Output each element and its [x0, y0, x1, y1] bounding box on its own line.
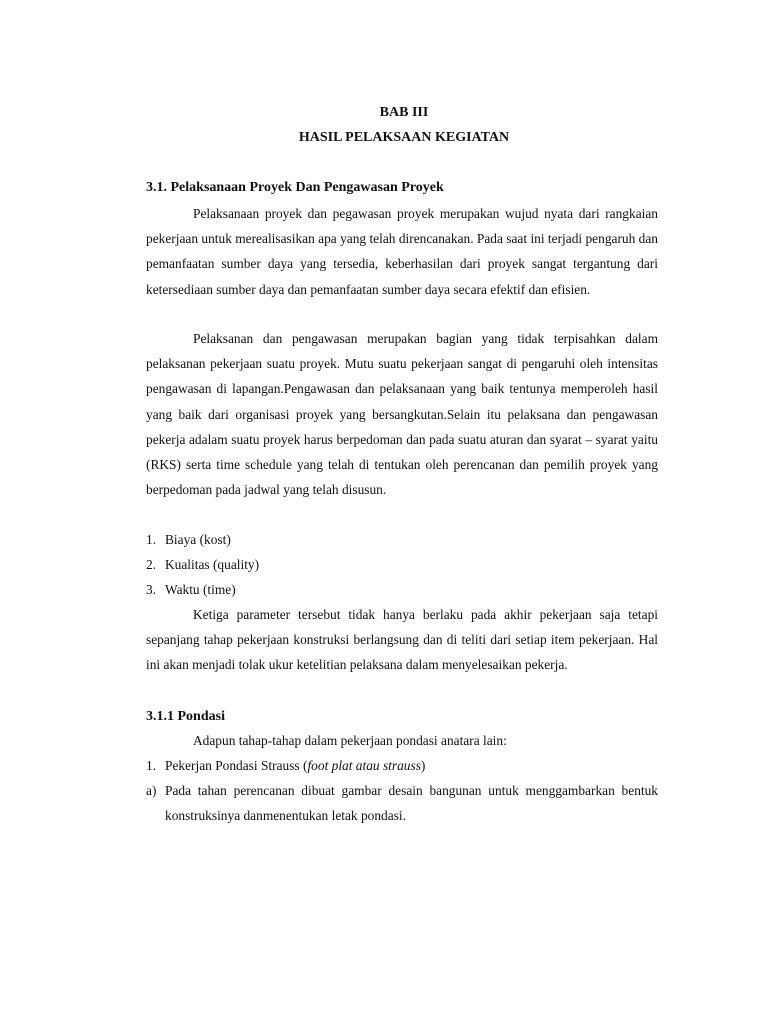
list-text: Kualitas (quality)	[165, 557, 260, 572]
paragraph-2: Pelaksanan dan pengawasan merupakan bagian yang tidak terpisahkan dalam pelaksanan pekerjaan suatu proyek. Mutu suatu pekerjaan sangat di pengaruhi oleh intensitas pengawasan di lapangan.Pengawasan dan pelaksanaan yang baik tentunya memperoleh hasil yang baik dari organisasi proyek yang bersangkutan.Selain itu pelaksana dan pengawasan pekerja adalam suatu proyek harus berpedoman dan pada suatu aturan dan syarat – syarat yaitu (RKS) serta time schedule yang telah di tentukan oleh perencanan dan pemilih proyek yang berpedoman pada jadwal yang telah disusun.	[146, 331, 658, 498]
paragraph-1: Pelaksanaan proyek dan pegawasan proyek merupakan wujud nyata dari rangkaian pekerjaan untuk merealisasikan apa yang telah direncanakan. Pada saat ini terjadi pengaruh dan pemanfaatan sumber daya yang tersedia, keberhasilan dari proyek sangat tergantung dari ketersediaan sumber daya dan pemanfaatan sumber daya secara efektif dan efisien.	[146, 206, 658, 297]
section-heading-3-1: 3.1. Pelaksanaan Proyek Dan Pengawasan Proyek	[146, 180, 444, 195]
list-text: Biaya (kost)	[165, 532, 231, 547]
sub-item-label: a)	[146, 783, 157, 798]
list-item	[146, 577, 658, 602]
list-text: Pekerjan Pondasi Strauss (	[165, 758, 308, 773]
list-item	[146, 552, 658, 577]
list-number: 1.	[146, 532, 157, 547]
paragraph-3: Ketiga parameter tersebut tidak hanya berlaku pada akhir pekerjaan saja tetapi sepanjang tahap pekerjaan konstruksi berlangsung dan di teliti dari setiap item pekerjaan. Hal ini akan menjadi tolak ukur ketelitian pelaksana dalam menyelesaikan pekerja.	[146, 607, 658, 673]
list-number: 3.	[146, 582, 157, 597]
list-item-pondasi-strauss	[146, 753, 658, 778]
section-heading-3-1-1: 3.1.1 Pondasi	[146, 709, 225, 724]
list-item	[146, 527, 658, 552]
list-number: 2.	[146, 557, 157, 572]
chapter-title: HASIL PELAKSAAN KEGIATAN	[298, 130, 510, 145]
list-text-italic: foot plat atau strauss	[307, 758, 421, 773]
paragraph-pondasi-intro: Adapun tahap-tahap dalam pekerjaan pondasi anatara lain:	[193, 733, 507, 748]
list-text-close: )	[420, 758, 426, 773]
sub-item-a	[146, 778, 658, 828]
chapter-label: BAB III	[379, 105, 429, 120]
list-number: 1.	[146, 758, 157, 773]
list-text: Waktu (time)	[165, 582, 236, 597]
sub-item-text: Pada tahan perencanan dibuat gambar desain bangunan untuk menggambarkan bentuk konstruksinya danmenentukan letak pondasi.	[165, 783, 658, 824]
